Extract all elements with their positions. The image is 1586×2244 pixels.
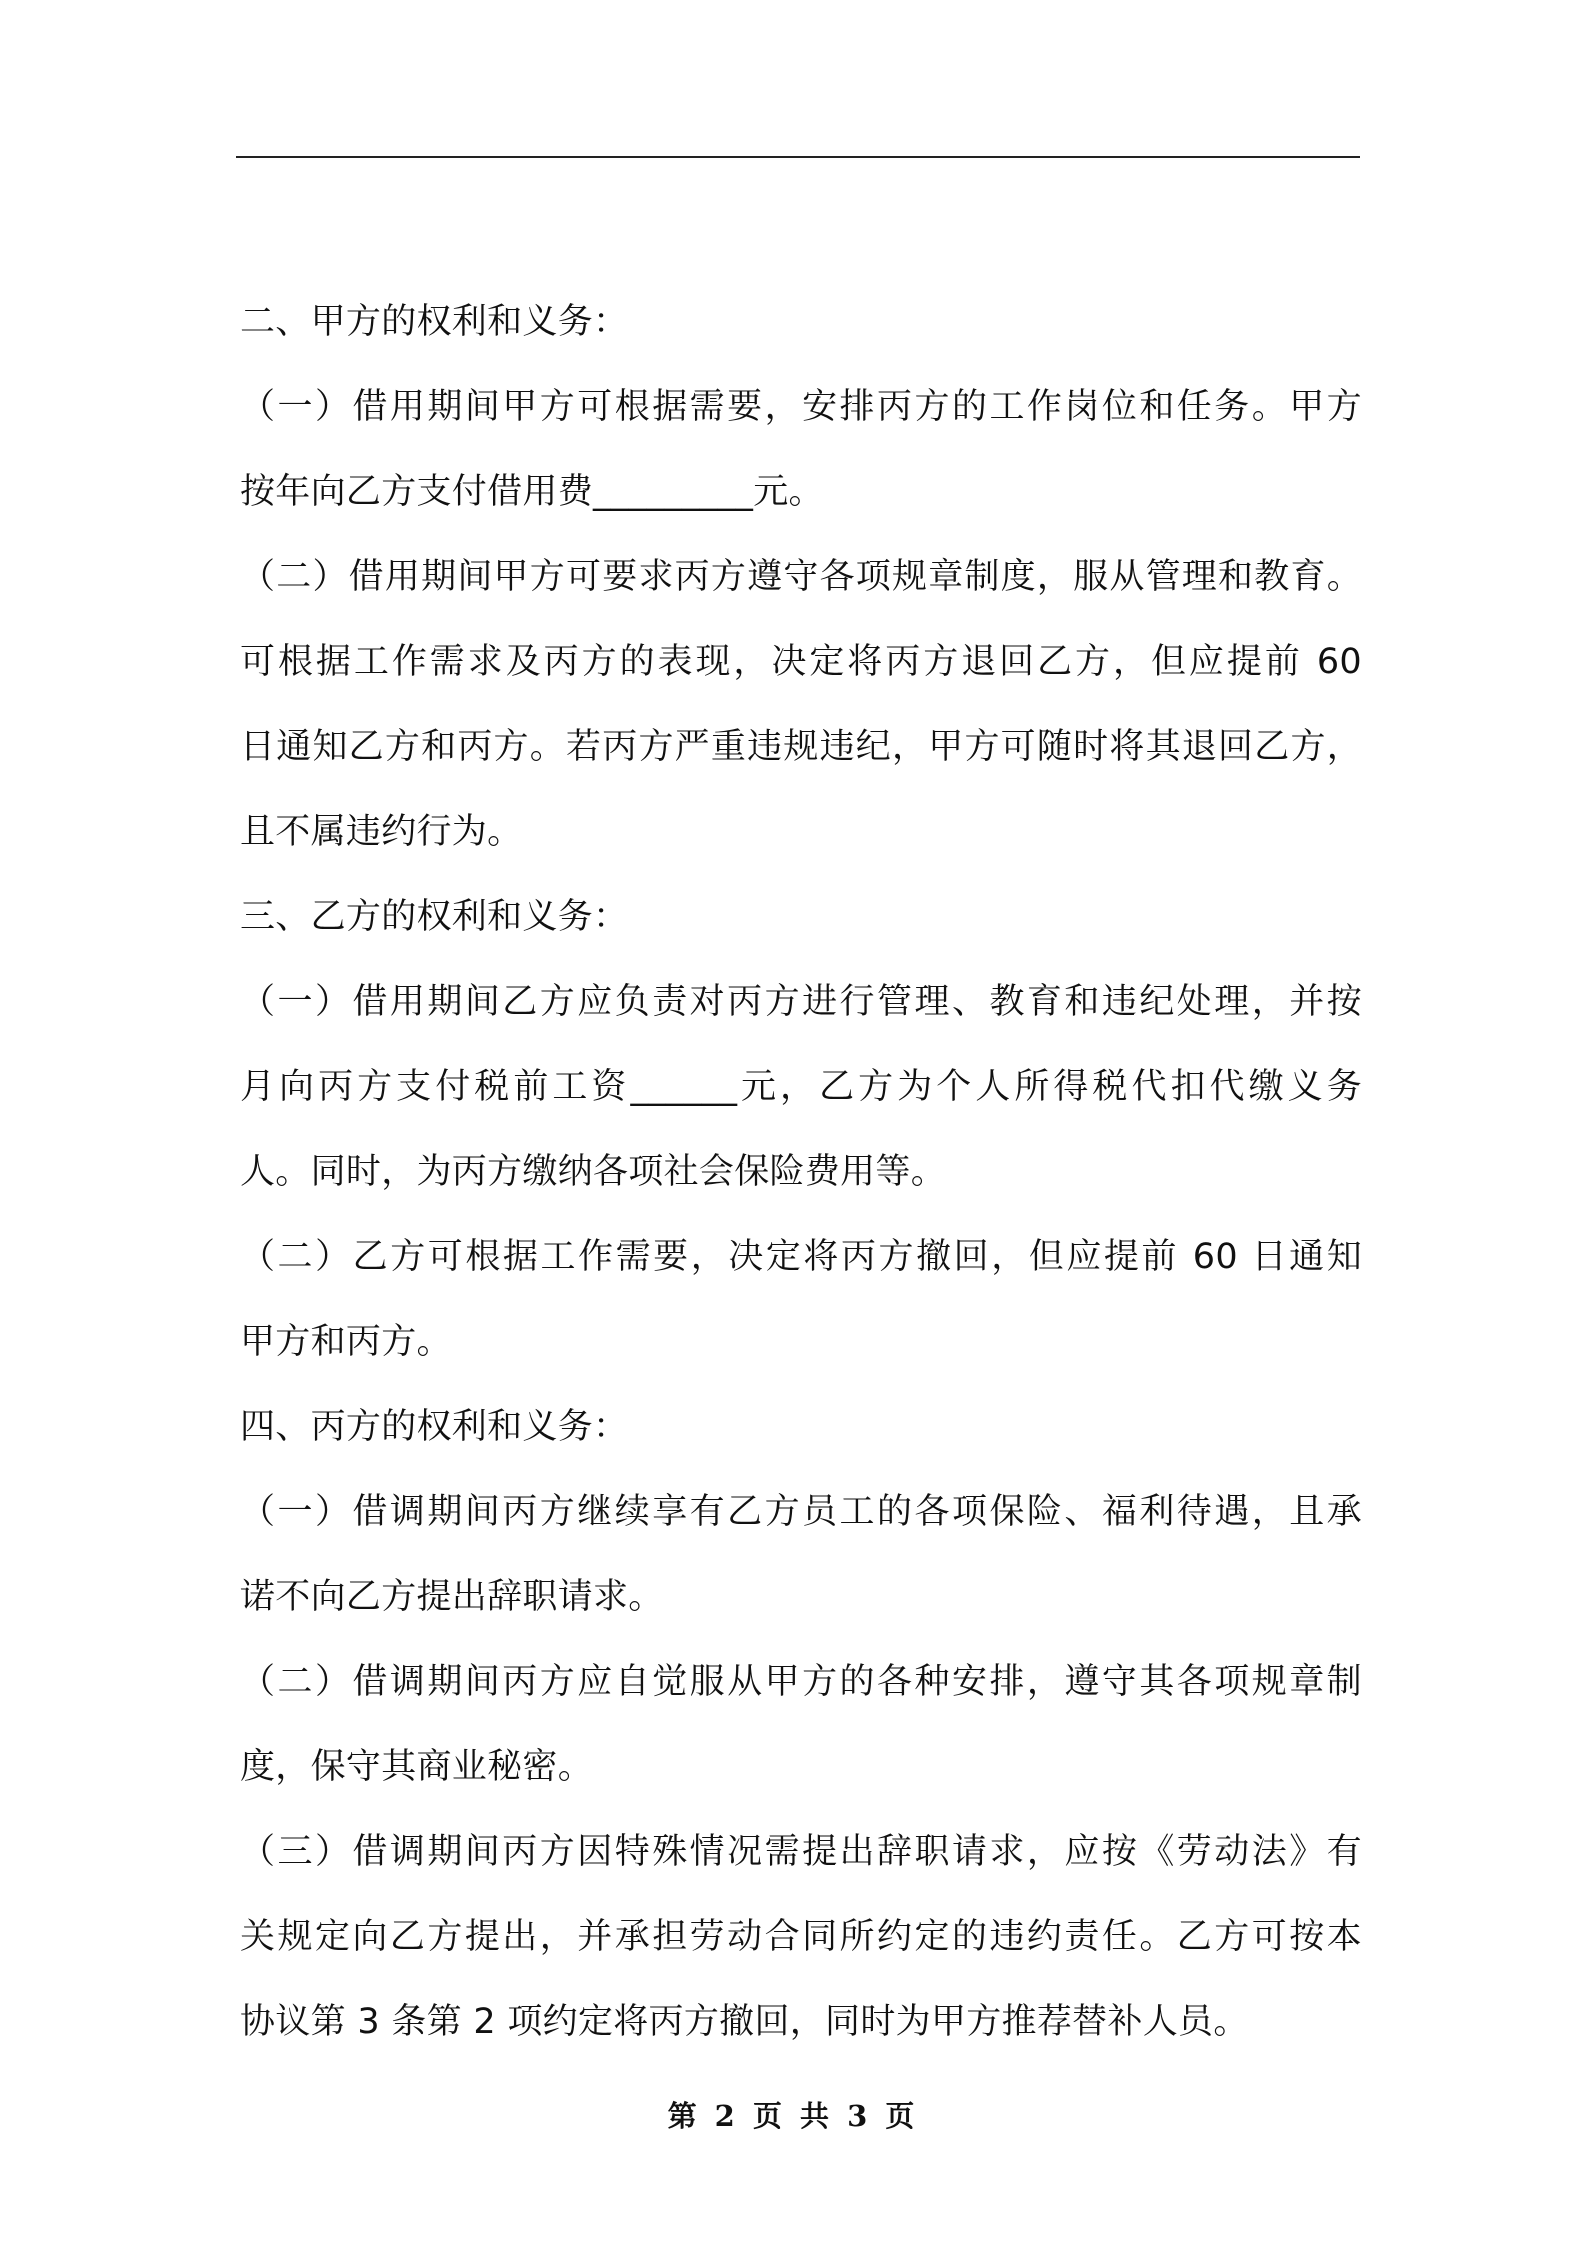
- paragraph-line: （三）借调期间丙方因特殊情况需提出辞职请求，应按《劳动法》有: [240, 1832, 1362, 1872]
- section-heading-party-a: 二、甲方的权利和义务：: [240, 302, 629, 342]
- paragraph-line: 度，保守其商业秘密。: [240, 1747, 594, 1787]
- paragraph-line: 按年向乙方支付借用费_________元。: [240, 472, 824, 512]
- paragraph-line: 日通知乙方和丙方。若丙方严重违规违纪，甲方可随时将其退回乙方，: [240, 727, 1362, 767]
- paragraph-line: 甲方和丙方。: [240, 1322, 452, 1362]
- page-indicator: 第 2 页 共 3 页: [667, 2099, 919, 2133]
- paragraph-line: 协议第 3 条第 2 项约定将丙方撤回，同时为甲方推荐替补人员。: [240, 2002, 1249, 2042]
- section-heading-party-b: 三、乙方的权利和义务：: [240, 897, 629, 937]
- paragraph-line: （一）借调期间丙方继续享有乙方员工的各项保险、福利待遇，且承: [240, 1492, 1362, 1532]
- header-rule: [236, 156, 1360, 158]
- paragraph-line: （一）借用期间乙方应负责对丙方进行管理、教育和违纪处理，并按: [240, 982, 1362, 1022]
- paragraph-line: （二）乙方可根据工作需要，决定将丙方撤回，但应提前 60 日通知: [240, 1237, 1362, 1277]
- document-body: [240, 280, 1362, 2065]
- paragraph-line: （一）借用期间甲方可根据需要，安排丙方的工作岗位和任务。甲方: [240, 387, 1362, 427]
- paragraph-line: （二）借调期间丙方应自觉服从甲方的各种安排，遵守其各项规章制: [240, 1662, 1362, 1702]
- paragraph-line: 诺不向乙方提出辞职请求。: [240, 1577, 664, 1617]
- paragraph-line: 且不属违约行为。: [240, 812, 523, 852]
- section-heading-party-c: 四、丙方的权利和义务：: [240, 1407, 629, 1447]
- paragraph-line: 人。同时，为丙方缴纳各项社会保险费用等。: [240, 1152, 947, 1192]
- paragraph-line: （二）借用期间甲方可要求丙方遵守各项规章制度，服从管理和教育。: [240, 557, 1362, 597]
- paragraph-line: 月向丙方支付税前工资______元，乙方为个人所得税代扣代缴义务: [240, 1067, 1362, 1107]
- paragraph-line: 可根据工作需求及丙方的表现，决定将丙方退回乙方，但应提前 60: [240, 642, 1362, 682]
- paragraph-line: 关规定向乙方提出，并承担劳动合同所约定的违约责任。乙方可按本: [240, 1917, 1362, 1957]
